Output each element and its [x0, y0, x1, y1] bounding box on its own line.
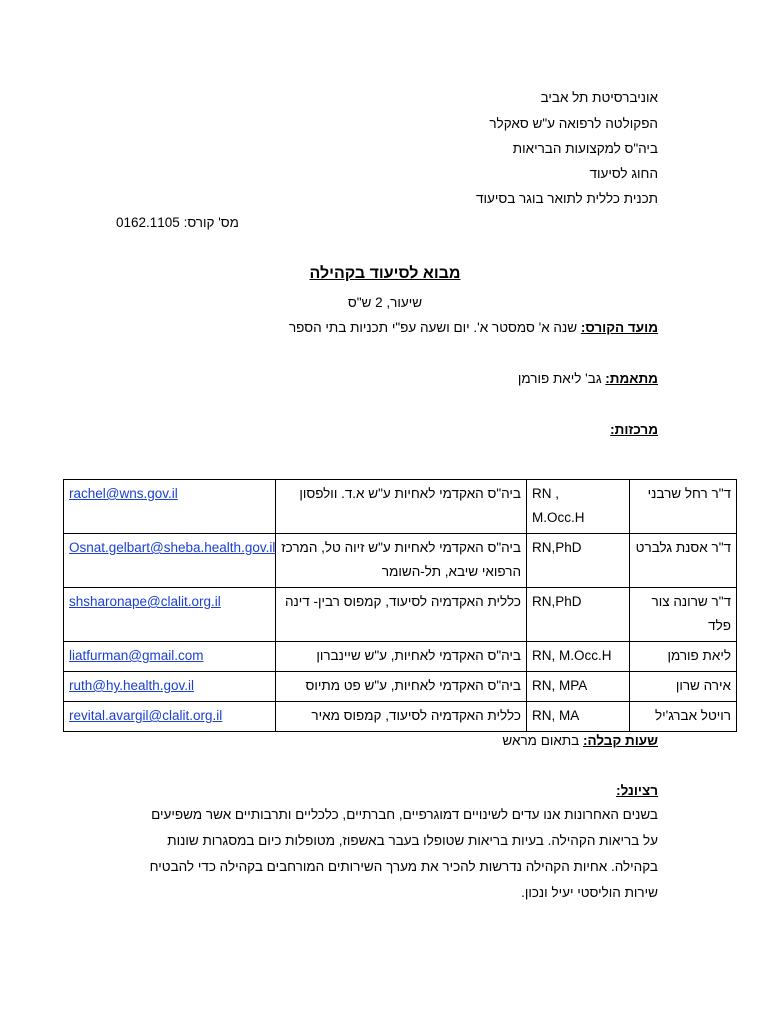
lecturers-heading: מרכזות: — [610, 422, 658, 437]
course-title: מבוא לסיעוד בקהילה — [309, 265, 461, 282]
staff-affiliation: כללית האקדמיה לסיעוד, קמפוס רבין- דינה — [276, 588, 527, 642]
office-hours-value: בתאום מראש — [502, 733, 583, 748]
staff-email-cell — [64, 534, 276, 588]
staff-email-cell — [64, 588, 276, 642]
staff-email-link[interactable]: liatfurman@gmail.com — [69, 648, 204, 663]
staff-degree: RN, MA — [527, 702, 630, 732]
university-name: אוניברסיטת תל אביב — [540, 90, 658, 105]
staff-email-cell — [64, 480, 276, 534]
staff-email-link[interactable]: rachel@wns.gov.il — [69, 486, 178, 501]
staff-email-link[interactable]: Osnat.gelbart@sheba.health.gov.il — [69, 540, 276, 555]
staff-name: אירה שרון — [630, 672, 737, 702]
staff-name: רויטל אברג'יל — [630, 702, 737, 732]
course-coordinator — [518, 371, 658, 386]
coordinator-value: גב' ליאת פורמן — [517, 371, 606, 386]
staff-degree: RN, MPA — [527, 672, 630, 702]
staff-email-link[interactable]: revital.avargil@clalit.org.il — [69, 708, 223, 723]
staff-affiliation: ביה"ס האקדמי לאחיות, ע"ש פט מתיוס — [276, 672, 527, 702]
rationale-line: על בריאות הקהילה. בעיות בריאות שטופלו בעבר באשפוז, מטופלות כיום במסגרות שונות — [167, 833, 658, 848]
staff-affiliation: ביה"ס האקדמי לאחיות ע"ש זיוה טל, המרכז הרפואי שיבא, תל-השומר — [276, 534, 527, 588]
schedule-value: שנה א' סמסטר א'. יום ושעה עפ"י תכניות בתי הספר — [288, 320, 581, 335]
table-row — [64, 480, 737, 534]
staff-affiliation: כללית האקדמיה לסיעוד, קמפוס מאיר — [276, 702, 527, 732]
staff-email-cell — [64, 672, 276, 702]
course-number: מס' קורס: 0162.1105 — [116, 215, 239, 230]
office-hours — [502, 733, 658, 748]
rationale-line: שירות הוליסטי יעיל ונכון. — [521, 885, 658, 900]
course-schedule — [289, 320, 658, 335]
table-row — [64, 534, 737, 588]
staff-degree: RN , M.Occ.H — [527, 480, 630, 534]
table-row — [64, 588, 737, 642]
staff-degree: RN,PhD — [527, 588, 630, 642]
coordinator-label: מתאמת: — [605, 371, 658, 386]
rationale-text — [110, 802, 658, 906]
table-row — [64, 642, 737, 672]
staff-email-cell — [64, 702, 276, 732]
staff-affiliation: ביה"ס האקדמי לאחיות, ע"ש שיינברון — [276, 642, 527, 672]
table-row — [64, 672, 737, 702]
office-hours-label: שעות קבלה: — [583, 733, 658, 748]
staff-name: ד"ר רחל שרבני — [630, 480, 737, 534]
department-name: החוג לסיעוד — [589, 166, 658, 181]
staff-name: ד"ר שרונה צור פלד — [630, 588, 737, 642]
staff-email-link[interactable]: ruth@hy.health.gov.il — [69, 678, 195, 693]
faculty-name: הפקולטה לרפואה ע"ש סאקלר — [489, 116, 658, 131]
rationale-line: בקהילה. אחיות הקהילה נדרשות להכיר את מערך השירותים המורחבים בקהילה כדי להבטיח — [149, 859, 658, 874]
rationale-heading: רציונל: — [616, 783, 658, 798]
program-name: תכנית כללית לתואר בוגר בסיעוד — [476, 191, 658, 206]
staff-table — [63, 479, 737, 732]
staff-email-cell — [64, 642, 276, 672]
schedule-label: מועד הקורס: — [580, 320, 658, 335]
staff-affiliation: ביה"ס האקדמי לאחיות ע"ש א.ד. וולפסון — [276, 480, 527, 534]
staff-name: ליאת פורמן — [630, 642, 737, 672]
staff-email-link[interactable]: shsharonape@clalit.org.il — [69, 594, 221, 609]
school-name: ביה"ס למקצועות הבריאות — [512, 141, 658, 156]
staff-degree: RN, M.Occ.H — [527, 642, 630, 672]
table-row — [64, 702, 737, 732]
staff-name: ד"ר אסנת גלברט — [630, 534, 737, 588]
staff-degree: RN,PhD — [527, 534, 630, 588]
rationale-line: בשנים האחרונות אנו עדים לשינויים דמוגרפיים, חברתיים, כלכליים ותרבותיים אשר משפיעים — [151, 807, 658, 822]
course-subtitle: שיעור, 2 ש"ס — [347, 295, 423, 310]
